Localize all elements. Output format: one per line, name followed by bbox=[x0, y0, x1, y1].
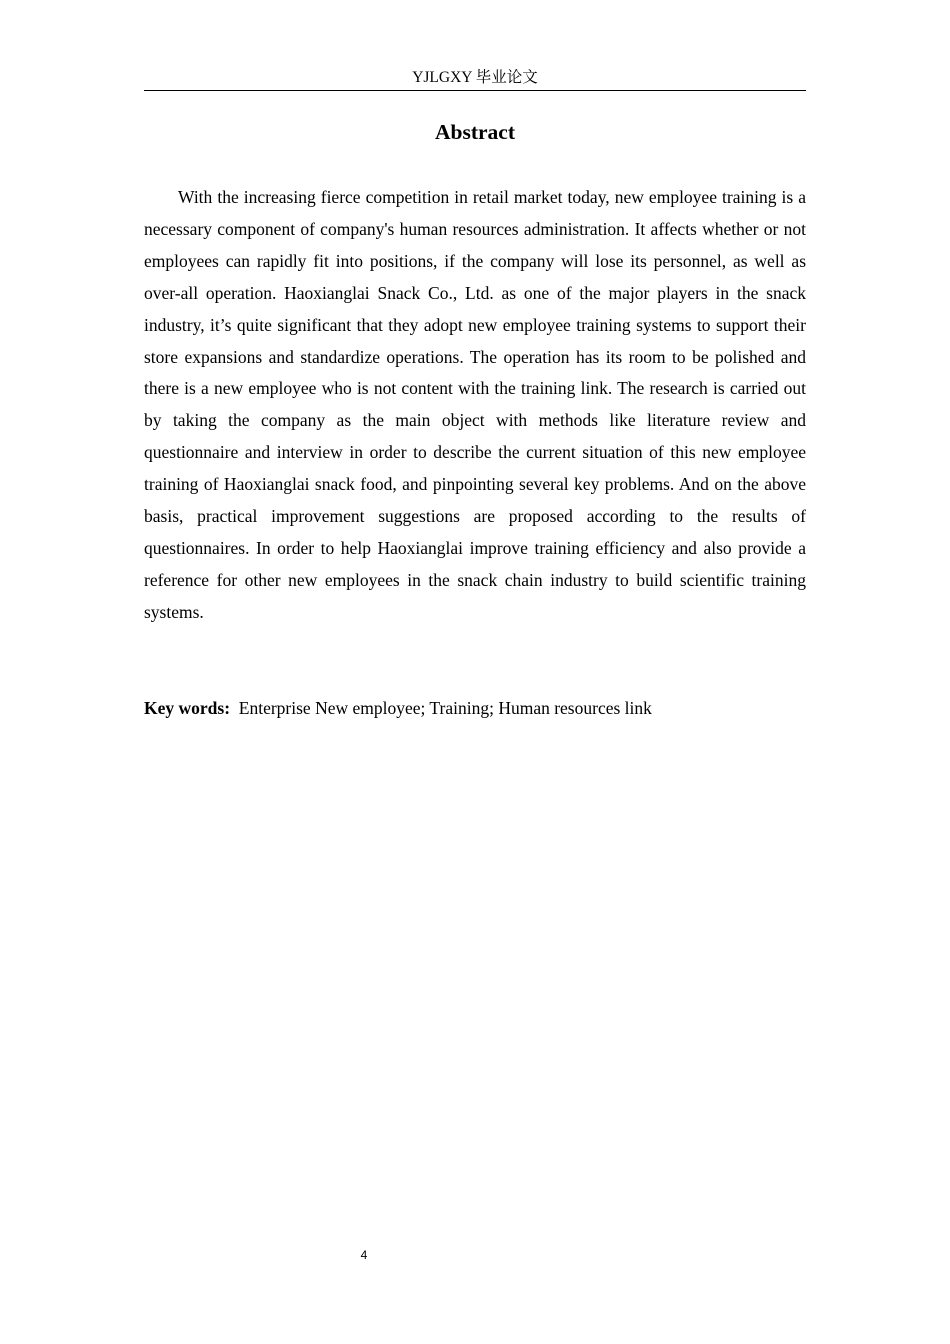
keywords-label: Key words: bbox=[144, 698, 231, 718]
abstract-body: With the increasing fierce competition in retail market today, new employee training is a necessary component of company's human resources administration. It affects whether or not employees can rapidly fit into positions, if the company will lose its personnel, as well as over-all operation. Haoxianglai Snack Co., Ltd. as one of the major players in the snack industry, it’s quite significant that they adopt new employee training systems to support their store expansions and standardize operations. The operation has its room to be polished and there is a new employee who is not content with the training link. The research is carried out by taking the company as the main object with methods like literature review and questionnaire and interview in order to describe the current situation of this new employee training of Haoxianglai snack food, and pinpointing several key problems. And on the above basis, practical improvement suggestions are proposed according to the results of questionnaires. In order to help Haoxianglai improve training efficiency and also provide a reference for other new employees in the snack chain industry to build scientific training systems. bbox=[144, 187, 806, 622]
header-divider bbox=[144, 90, 806, 91]
page-number: 4 bbox=[360, 1248, 368, 1262]
keywords-value: Enterprise New employee; Training; Human resources link bbox=[238, 698, 652, 718]
keywords-line bbox=[144, 693, 806, 724]
running-header: YJLGXY 毕业论文 bbox=[412, 69, 538, 86]
abstract-title: Abstract bbox=[434, 120, 515, 144]
